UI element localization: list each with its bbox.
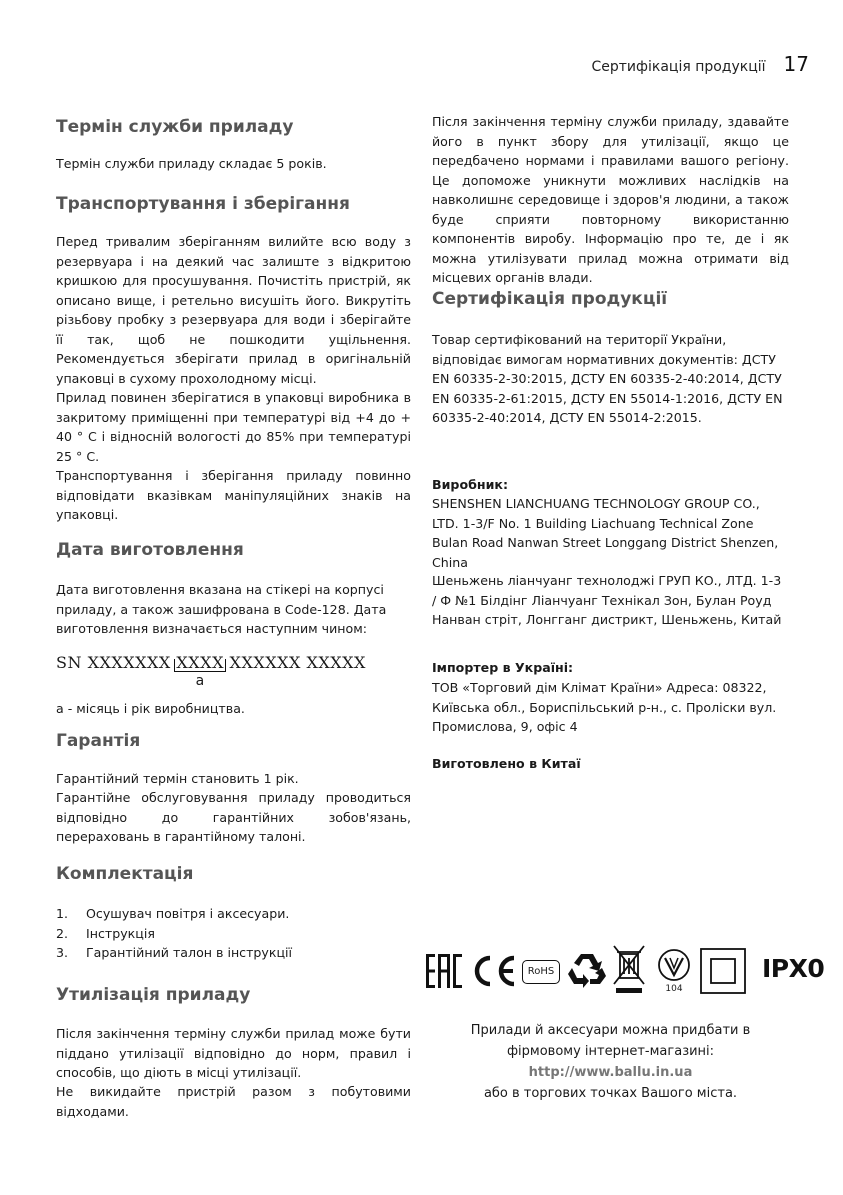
- eac-mark-icon: [426, 954, 462, 988]
- certification-text: Товар сертифікований на території України, відповідає вимогам нормативних документів: ДСТУ EN 60335-2-30:2015, ДСТУ EN 60335-2-40:2014, ДСТУ EN 60335-2-61:2015, ДСТУ EN 55014-1:2016, ДСТУ EN 60335-2-40:2014, ДСТУ EN 55014-2:2015.: [432, 332, 783, 425]
- list-item: 2. Інструкція: [56, 925, 155, 941]
- page-number: 17: [783, 52, 809, 76]
- sn-part-4: XXXXX: [306, 653, 366, 672]
- transport-paragraph-1: Перед тривалим зберіганням вилийте всю воду з резервуара і на деякий час залиште з відкритою кришкою для просушування. Почистіть пристрій, як описано вище, і ретельно висушіть його. Викрутіть різьбову пробку з резервуара для води і зберігайте її так, щоб не пошкодити ущільнення. Рекомендується зберігати прилад в оригінальній упаковці в сухому прохолодному місці.: [56, 234, 411, 386]
- service-life-text: Термін служби приладу складає 5 років.: [56, 156, 327, 171]
- manufacturer-label: Виробник:: [432, 477, 508, 492]
- footer-line-1: Прилади й аксесуари можна придбати в фірмовому інтернет-магазині:: [470, 1023, 751, 1059]
- sn-prefix: SN: [56, 653, 82, 672]
- heading-service-life: Термін служби приладу: [56, 117, 294, 137]
- sn-part-1: XXXXXXX: [87, 653, 171, 672]
- transport-paragraph-3: Транспортування і зберігання приладу повинно відповідати вказівкам маніпуляційних знаків на упаковці.: [56, 468, 411, 522]
- sn-part-3: XXXXXX: [229, 653, 301, 672]
- serial-number-format: [56, 653, 411, 689]
- package-list: [56, 904, 411, 963]
- list-item: 3. Гарантійний талон в інструкції: [56, 945, 293, 960]
- rohs-badge: RoHS: [522, 960, 560, 984]
- heading-certification: Сертифікація продукції: [432, 289, 668, 309]
- shop-link[interactable]: http://www.ballu.in.ua: [528, 1065, 693, 1080]
- made-in-label: Виготовлено в Китаї: [432, 756, 581, 771]
- heading-warranty: Гарантія: [56, 731, 141, 751]
- header-title: Сертифікація продукції: [591, 59, 766, 75]
- manufacturer-text-ua: Шеньжень лiанчуанг технолоджi ГРУП КО., ЛТД. 1-3 / Ф №1 Бiлдiнг Лiанчуанг Технiкал Зон, Булан Роуд Нанван стрiт, Лонгганг дистрикт, Шеньжень, Китай: [432, 573, 782, 627]
- heading-package: Комплектація: [56, 864, 194, 884]
- importer-label: Імпортер в Україні:: [432, 660, 574, 675]
- footer-line-3: або в торгових точках Вашого міста.: [483, 1086, 738, 1101]
- ip-rating: IPX0: [762, 954, 825, 983]
- recycle-icon: [566, 950, 608, 990]
- disposal-paragraph-1: Після закінчення терміну служби прилад може бути піддано утилізації відповідно до норм, правил і способів, що діють в місці утилізації.: [56, 1026, 411, 1080]
- importer-text: ТОВ «Торговий дім Клімат Країни» Адреса: 08322, Київська обл., Бориспільський р-н., с. Пролiски вул. Промислова, 9, офіс 4: [432, 680, 777, 734]
- list-item: 1. Осушувач повітря і аксесуари.: [56, 906, 290, 921]
- sn-marker: a: [195, 673, 205, 689]
- heading-transport: Транспортування і зберігання: [56, 194, 350, 214]
- recycle-text: Після закінчення терміну служби приладу, здавайте його в пункт збору для утилізації, якщо це передбачено нормами і правилами вашого регіону. Це допоможе уникнути можливих наслідків на навколишнє середовище і здоров'я людини, а також буде сприяти повторному використанню компонентів виробу. Інформацію про те, де і як можна утилізувати прилад можна отримати від місцевих органів влади.: [432, 114, 789, 285]
- sn-legend: a - місяць і рік виробництва.: [56, 701, 245, 716]
- sn-date-part: [176, 653, 224, 689]
- class-ii-icon: [700, 948, 746, 994]
- sn-part-2: XXXX: [176, 653, 224, 672]
- weee-bin-icon: [612, 944, 646, 996]
- heading-disposal: Утилізація приладу: [56, 985, 251, 1005]
- manufacture-date-text: Дата виготовлення вказана на стікері на корпусі приладу, а також зашифрована в Code-128. Дата виготовлення визначається наступним чином:: [56, 582, 387, 636]
- warranty-paragraph-1: Гарантійний термін становить 1 рік.: [56, 771, 299, 786]
- footer-note: [432, 1020, 789, 1104]
- sn-bracket: [174, 659, 226, 672]
- ce-mark-icon: [470, 954, 518, 988]
- ua-mark-code: 104: [665, 984, 683, 994]
- transport-paragraph-2: Прилад повинен зберігатися в упаковці виробника в закритому приміщенні при температурі від +4 до + 40 ° С і відносній вологості до 85% при температурі 25 ° С.: [56, 390, 411, 464]
- page-header: [591, 52, 809, 78]
- disposal-paragraph-2: Не викидайте пристрій разом з побутовими відходами.: [56, 1084, 411, 1119]
- warranty-paragraph-2: Гарантійне обслуговування приладу проводиться відповідно до гарантійних зобов'язань, перераховань в гарантійному талоні.: [56, 790, 411, 844]
- certification-marks: [426, 944, 825, 1000]
- heading-manufacture-date: Дата виготовлення: [56, 540, 244, 560]
- manufacturer-text-en: SHENSHEN LIANCHUANG TECHNOLOGY GROUP CO., LTD. 1-3/F No. 1 Building Liachuang Technical Zone Bulan Road Nanwan Street Longgang District Shenzen, China: [432, 496, 779, 570]
